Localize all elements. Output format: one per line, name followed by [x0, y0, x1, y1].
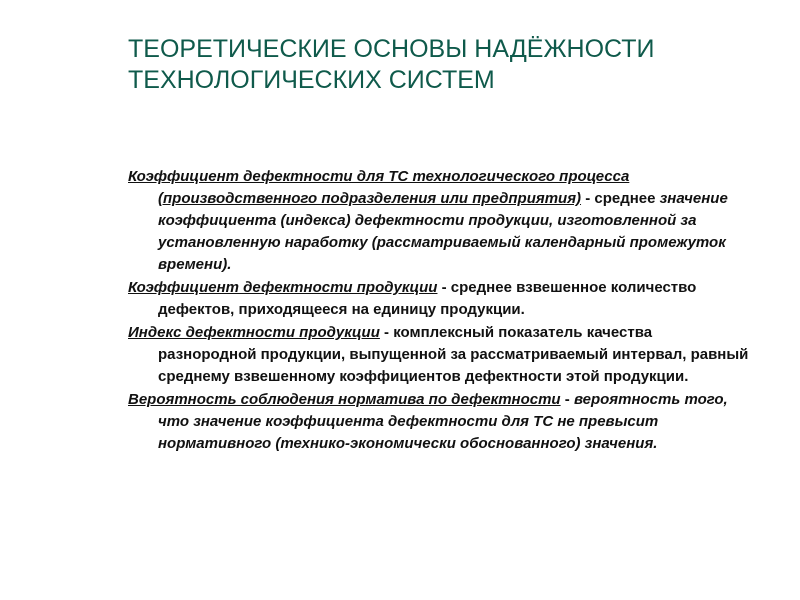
slide-title-line-2: ТЕХНОЛОГИЧЕСКИХ СИСТЕМ: [128, 66, 495, 94]
definition-text: - среднее взвешенное количество дефектов, приходящееся на единицу продукции.: [158, 279, 697, 318]
definition-item: [128, 389, 753, 455]
definition-item: [128, 322, 753, 388]
definition-text: - среднее: [581, 190, 660, 207]
slide-title-line-1: ТЕОРЕТИЧЕСКИЕ ОСНОВЫ НАДЁЖНОСТИ: [128, 35, 655, 63]
definition-term: Вероятность соблюдения норматива по дефектности: [128, 391, 561, 408]
definition-term: Индекс дефектности продукции: [128, 324, 380, 341]
definition-item: [128, 166, 753, 276]
definition-item: [128, 277, 753, 321]
definitions-list: [128, 166, 753, 456]
slide-title: [128, 34, 768, 96]
definition-term: Коэффициент дефектности продукции: [128, 279, 438, 296]
definition-text-italic: значение коэффициента (индекса) дефектности продукции, изготовленной за установленную наработку (рассматриваемый календарный промежуток времени).: [158, 190, 728, 273]
definition-text-italic: вероятность того, что значение коэффициента дефектности для ТС не превысит нормативного (технико-экономически обоснованного) значения.: [158, 391, 728, 452]
definition-term: Коэффициент дефектности для ТС технологического процесса (производственного подразделения или предприятия): [128, 168, 630, 207]
definition-text: - комплексный показатель качества разнородной продукции, выпущенной за рассматриваемый интервал, равный среднему взвешенному коэффициентов дефектности этой продукции.: [158, 324, 749, 385]
definition-text: -: [560, 391, 574, 408]
